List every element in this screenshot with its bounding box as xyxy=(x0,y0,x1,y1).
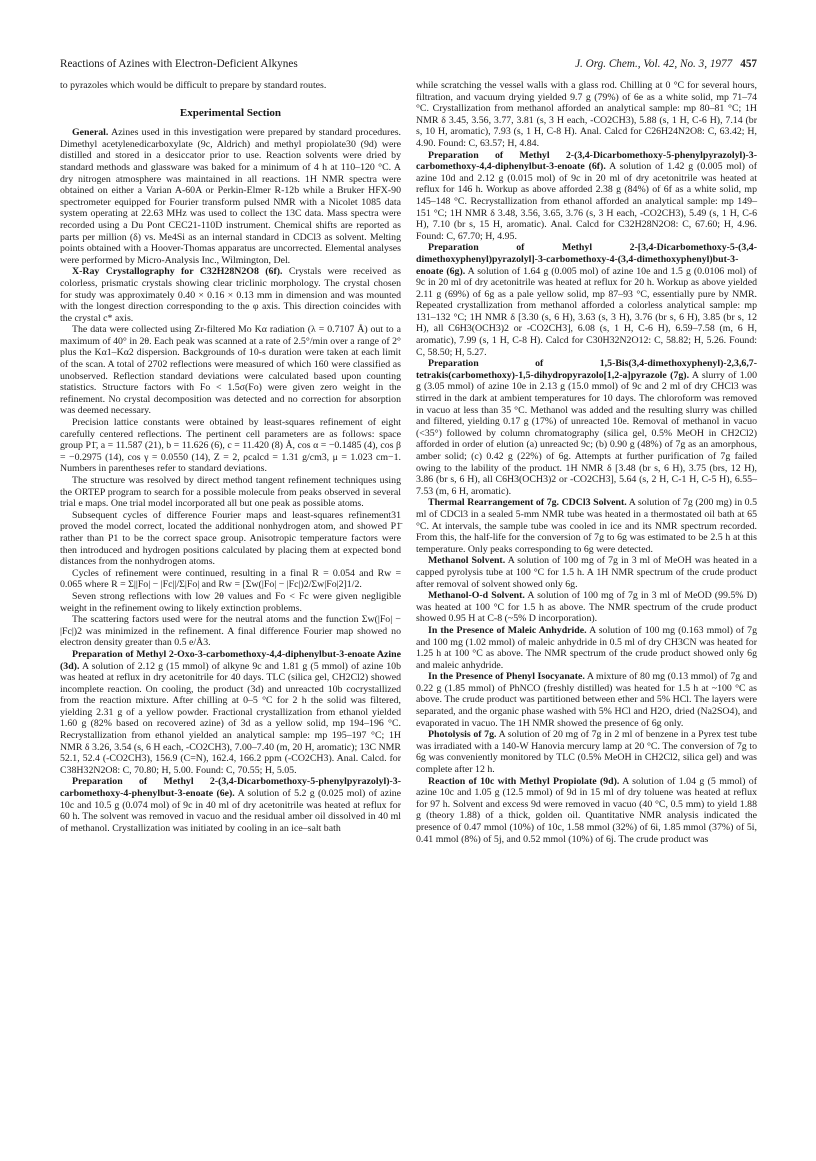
run-in-heading: Preparation of Methyl 2-[3,4-Dicarbomethoxy-5-(3,4-dimethoxyphenyl)pyrazolyl]-3-carbomethoxy-4-(3,4-dimethoxyphenyl)but-3-enoate (6g). xyxy=(416,242,757,277)
paragraph xyxy=(416,590,757,625)
paragraph xyxy=(60,324,401,417)
run-in-heading: In the Presence of Maleic Anhydride. xyxy=(428,624,587,636)
paragraph xyxy=(60,568,401,591)
paragraph xyxy=(416,729,757,775)
left-column xyxy=(60,80,401,834)
paragraph xyxy=(60,475,401,510)
running-title: Reactions of Azines with Electron-Deficient Alkynes xyxy=(60,58,298,70)
paragraph xyxy=(416,497,757,555)
run-in-heading: Preparation of Methyl 2-Oxo-3-carbomethoxy-4,4-diphenylbut-3-enoate Azine (3d). xyxy=(60,648,401,672)
journal-citation xyxy=(575,56,757,72)
section-title: Experimental Section xyxy=(179,106,282,119)
paragraph-text: A solution of 100 mg of 7g in 3 ml of MeOH was heated in a capped pyrolysis tube at 100 °C for 1.5 h. A 1H NMR spectrum of the crude product after removal of solvent showed only 6g. xyxy=(416,555,757,590)
paragraph-text: The data were collected using Zr-filtered Mo Kα radiation (λ = 0.7107 Å) out to a maximum of 40° in 2θ. Each peak was scanned at a rate of 2.5°/min over a range of 2° plus the Kα1–Kα2 dispersion. Backgrounds of 10-s duration were taken at each limit of the scan. A total of 2702 reflections were measured of which 160 were classified as unobserved. Reflection standard deviations were calculated based upon counting statistics. Structure factors with Fo < 1.5σ(Fo) were given zero weight in the refinement. No crystal decomposition was detected and no correction for absorption was deemed necessary. xyxy=(60,324,401,417)
run-in-heading: Methanol Solvent. xyxy=(428,555,506,567)
paragraph-text: A mixture of 80 mg (0.13 mmol) of 7g and 0.22 g (1.85 mmol) of PhNCO (freshly distilled) was heated for 1.5 h at ~100 °C as above. The crude product was partitioned between ether and 5% HCl. The layers were separated, and the organic phase washed with 5% HCl and H2O, dried (Na2SO4), and evaporated in vacuo. The 1H NMR showed the presence of 6g only. xyxy=(416,671,757,729)
paragraph-text: A solution of 1.42 g (0.005 mol) of azine 10d and 2.12 g (0.015 mol) of 9c in 20 ml of dry acetonitrile was heated at reflux for 146 h. Workup as above afforded 2.38 g (84%) of 6f as a white solid, mp 145–148 °C. Recrystallization from ethanol afforded an analytical sample: mp 149–151 °C; 1H NMR δ 3.48, 3.56, 3.65, 3.76 (s, 3 H each, -CO2CH3), 5.49 (s, 1 H, C-6 H), 7.10 (br s, 15 H, aromatic). Anal. Calcd for C32H28N2O8: C, 67.60; H, 4.96. Found: C, 67.70; H, 4.95. xyxy=(416,161,758,242)
run-in-heading: General. xyxy=(72,127,109,139)
right-column xyxy=(416,80,757,845)
paragraph xyxy=(60,266,401,324)
paragraph xyxy=(416,776,757,846)
paragraph-text: while scratching the vessel walls with a glass rod. Chilling at 0 °C for several hours, filtration, and vacuum drying yielded 9.7 g (79%) of 6e as a white solid, mp 71–74 °C. Crystallization from methanol afforded an analytical sample: mp 80–81 °C; 1H NMR δ 3.45, 3.56, 3.77, 3.81 (s, 3 H each, -CO2CH3), 5.88 (s, 1 H, C-6 H), 7.14 (br s, 10 H, aromatic), 7.93 (s, 1 H, C-8 H). Anal. Calcd for C26H24N2O8: C, 63.42; H, 4.90. Found: C, 63.57; H, 4.84. xyxy=(416,80,757,149)
paragraph xyxy=(416,358,757,497)
paragraph-text: A solution of 2.12 g (15 mmol) of alkyne 9c and 1.81 g (5 mmol) of azine 10b was heated at reflux in dry acetonitrile for 40 days. TLC (silica gel, CH2Cl2) showed incomplete reaction. On cooling, the product (3d) and unreacted 10b cocrystallized from the reaction mixture. After chilling at 0–5 °C for 2 h the solid was filtered, yielding 2.31 g of a yellow powder. Fractional crystallization from ethanol yielded 1.60 g (82% based on recovered azine) of 3d as a yellow solid, mp 194–196 °C. Recrystallization from ethanol yielded an analytical sample: mp 195–197 °C; 1H NMR δ 3.26, 3.54 (s, 6 H each, -CO2CH3), 7.00–7.40 (m, 20 H, aromatic); 13C NMR 52.1, 52.4 (-CO2CH3), 156.9 (C=N), 162.4, 166.2 ppm (-CO2CH3). Anal. Calcd. for C38H32N2O8: C, 70.80; H, 5.00. Found: C, 70.55; H, 5.05. xyxy=(60,660,401,776)
right-paragraphs xyxy=(416,80,757,845)
paragraph xyxy=(416,80,757,150)
page-number: 457 xyxy=(740,58,757,70)
paragraph xyxy=(416,625,757,671)
paragraph-text: A slurry of 1.00 g (3.05 mmol) of azine 10e in 2.13 g (15.0 mmol) of 9c and 2 ml of dry CHCl3 was stirred in the dark at ambient temperatures for 10 days. The chloroform was removed in vacuo at less than 35 °C. Methanol was added and the resulting slurry was chilled and filtered, yielding 0.17 g (17%) of unreacted 10e. Removal of methanol in vacuo (<35°) followed by column chromatography (silica gel, 0.5% MeOH in CH2Cl2) afforded in order of elution (a) unreacted 9c; (b) 0.90 g (48%) of 7g as an amorphous, amber solid; (c) 0.42 g (22%) of 6g. Attempts at further purification of 7g failed owing to the lability of the product. 1H NMR δ [3.48 (br s, 6 H), 3.75 (brs, 12 H), 3.86 (br s, 6 H), all C6H3(OCH3)2 or -CO2CH3], 5.64 (s, 2 H, C-1 H, C-5 H), 6.55–7.53 (m, 6 H, aromatic). xyxy=(416,369,757,497)
paragraph-text: Subsequent cycles of difference Fourier maps and least-squares refinement31 proved the model correct, located the additional nonhydrogen atom, and showed P1̄ rather than P1 to be the correct space group. Anisotropic temperature factors were then introduced and hydrogen positions calculated by placing them at expected bond distances from the nonhydrogen atoms. xyxy=(60,509,401,568)
run-in-heading: Thermal Rearrangement of 7g. CDCl3 Solvent. xyxy=(428,497,627,509)
paragraph xyxy=(60,776,401,834)
paragraph-text: Seven strong reflections with low 2θ values and Fo < Fc were given negligible weight in the refinement owing to likely extinction problems. xyxy=(60,590,401,614)
run-in-heading: Preparation of 1,5-Bis(3,4-dimethoxyphenyl)-2,3,6,7-tetrakis(carbomethoxy)-1,5-dihydropyrazolo[1,2-a]pyrazole (7g). xyxy=(416,358,757,381)
paragraph-text: Precision lattice constants were obtained by least-squares refinement of eight carefully centered reflections. The pertinent cell parameters are as follows: space group P1̄, a = 11.587 (21), b = 11.626 (6), c = 11.420 (8) Å, cos α = −0.1485 (4), cos β = −0.2975 (14), cos γ = 0.0550 (14), Z = 2, ρcalcd = 1.31 g/cm3, μ = 1.023 cm−1. Numbers in parentheses refer to standard deviations. xyxy=(60,417,401,475)
paragraph-text: A solution of 20 mg of 7g in 2 ml of benzene in a Pyrex test tube was irradiated with a 140-W Hanovia mercury lamp at 20 °C. The conversion of 7g to 6g was conveniently monitored by TLC (0.5% MeOH in CH2Cl2, silica gel) and was complete after 12 h. xyxy=(416,729,757,776)
left-paragraphs xyxy=(60,127,401,834)
paragraph xyxy=(60,127,401,266)
paragraph-text: A solution of 100 mg (0.163 mmol) of 7g and 100 mg (1.02 mmol) of maleic anhydride in 0.5 ml of dry CH3CN was heated for 1.25 h at 100 °C as above. The NMR spectrum of the crude product showed only 6g and maleic anhydride. xyxy=(416,624,757,671)
run-in-heading: Preparation of Methyl 2-(3,4-Dicarbomethoxy-5-phenylpyrazolyl)-3-carbomethoxy-4,4-diphenylbut-3-enoate (6f). xyxy=(416,149,757,173)
paragraph-text: A solution of 1.64 g (0.005 mol) of azine 10e and 1.5 g (0.0106 mol) of 9c in 20 ml of dry acetonitrile was heated at reflux for 20 h. Workup as above yielded 2.11 g (69%) of 6g as a pale yellow solid, mp 87–93 °C, essentially pure by NMR. Repeated crystallization from methanol afforded a colorless analytical sample: mp 131–132 °C; 1H NMR δ [3.30 (s, 6 H), 3.63 (s, 3 H), 3.76 (br s, 6 H), 3.85 (br s, 12 H), all C6H3(OCH3)2 or -CO2CH3], 6.08 (s, 1 H, C-6 H), 6.59–7.58 (m, 6 H, aromatic), 7.99 (s, 1 H, C-8 H). Calcd for C30H32N2O12: C, 58.82; H, 5.26. Found: C, 58.50; H, 5.27. xyxy=(416,265,757,358)
run-in-heading: X-Ray Crystallography for C32H28N2O8 (6f). xyxy=(72,266,283,278)
paragraph-text: Azines used in this investigation were prepared by standard procedures. Dimethyl acetylenedicarboxylate (9c, Aldrich) and methyl propiolate30 (9d) were distilled and stored in a desiccator prior to use. Reaction solvents were dried by standard methods and glassware was baked for a minimum of 4 h at 110–120 °C. A dry nitrogen atmosphere was maintained in all reactions. 1H NMR spectra were obtained on either a Varian A-60A or Perkin-Elmer R-12b while a Bruker HFX-90 spectrometer equipped for Fourier transform pulsed NMR with a Nicolet 1085 data system operating at 22.63 MHz was used to collect the 13C data. Mass spectra were recorded using a Du Pont CEC21-110D instrument. Chemical shifts are reported as parts per million (δ) vs. Me4Si as an internal standard in CDCl3 as solvent. Melting points obtained with a Hoover-Thomas apparatus are uncorrected. Elemental analyses were performed by Micro-Analysis Inc., Wilmington, Del. xyxy=(60,127,401,266)
paragraph xyxy=(416,242,757,358)
paragraph xyxy=(416,671,757,729)
intro-text: to pyrazoles which would be difficult to prepare by standard routes. xyxy=(60,80,327,91)
paragraph xyxy=(60,417,401,475)
running-header xyxy=(60,56,757,72)
run-in-heading: Photolysis of 7g. xyxy=(428,729,497,741)
paragraph-text: The structure was resolved by direct method tangent refinement techniques using the ORTEP program to search for a possible molecule from peaks observed in several trial e maps. One trial model incorporated all but one peak as possible atoms. xyxy=(60,475,401,510)
paragraph xyxy=(60,510,401,568)
paragraph xyxy=(416,555,757,590)
paragraph-text: Crystals were received as colorless, prismatic crystals showing clear triclinic morphology. The crystal chosen for study was approximately 0.40 × 0.16 × 0.13 mm in dimension and was mounted with the longest direction corresponding to the φ axis. This direction coincides with the crystal c* axis. xyxy=(60,266,401,324)
paragraph-text: Cycles of refinement were continued, resulting in a final R = 0.054 and Rw = 0.065 where R = Σ||Fo| − |Fc||/Σ|Fo| and Rw = [Σw(|Fo| − |Fc|)2/Σw|Fo|2]1/2. xyxy=(60,567,401,591)
paragraph xyxy=(60,591,401,614)
paragraph xyxy=(416,150,757,243)
run-in-heading: In the Presence of Phenyl Isocyanate. xyxy=(428,671,585,683)
paragraph xyxy=(60,649,401,777)
paragraph-text: A solution of 7g (200 mg) in 0.5 ml of CDCl3 in a sealed 5-mm NMR tube was heated in a thermostated oil bath at 65 °C. At intervals, the sample tube was cooled in ice and its NMR spectrum recorded. From this, the half-life for the conversion of 7g to 6g was estimated to be 2.5 h at this temperature. Only peaks corresponding to 6g were detected. xyxy=(416,497,757,555)
paragraph-text: A solution of 1.04 g (5 mmol) of azine 10c and 1.05 g (12.5 mmol) of 9d in 15 ml of dry toluene was heated at reflux for 97 h. Solvent and excess 9d were removed in vacuo (40 °C, 0.5 mm) to yield 1.88 g (theory 1.88) of a thick, golden oil. Quantitative NMR analysis indicated the presence of 0.47 mmol (10%) of 10c, 1.58 mmol (32%) of 6i, 1.85 mmol (37%) of 5i, 0.41 mmol (8%) of 5j, and 0.52 mmol (10%) of 6j. The crude product was xyxy=(416,775,757,845)
run-in-heading: Preparation of Methyl 2-(3,4-Dicarbomethoxy-5-phenylpyrazolyl)-3-carbomethoxy-4-phenylbut-3-enoate (6e). xyxy=(60,776,401,800)
run-in-heading: Reaction of 10c with Methyl Propiolate (9d). xyxy=(428,775,620,787)
paragraph-text: A solution of 5.2 g (0.025 mol) of azine 10c and 10.5 g (0.074 mol) of 9c in 40 ml of dry acetonitrile was heated at reflux for 60 h. The solvent was removed in vacuo and the residual amber oil dissolved in 40 ml of methanol. Crystallization was initiated by cooling in an ice–salt bath xyxy=(60,788,401,834)
paragraph-text: A solution of 100 mg of 7g in 3 ml of MeOD (99.5% D) was heated at 100 °C for 1.5 h as above. The NMR spectrum of the crude product showed 0.95 H at C-8 (~5% D incorporation). xyxy=(416,590,757,625)
run-in-heading: Methanol-O-d Solvent. xyxy=(428,590,525,602)
paragraph-text: The scattering factors used were for the neutral atoms and the function Σw(|Fo| − |Fc|)2 was minimized in the refinement. A final difference Fourier map showed no electron density greater than 0.5 e/Å3. xyxy=(60,614,401,649)
paragraph xyxy=(60,614,401,649)
journal-name: J. Org. Chem., Vol. 42, No. 3, 1977 xyxy=(575,58,733,70)
